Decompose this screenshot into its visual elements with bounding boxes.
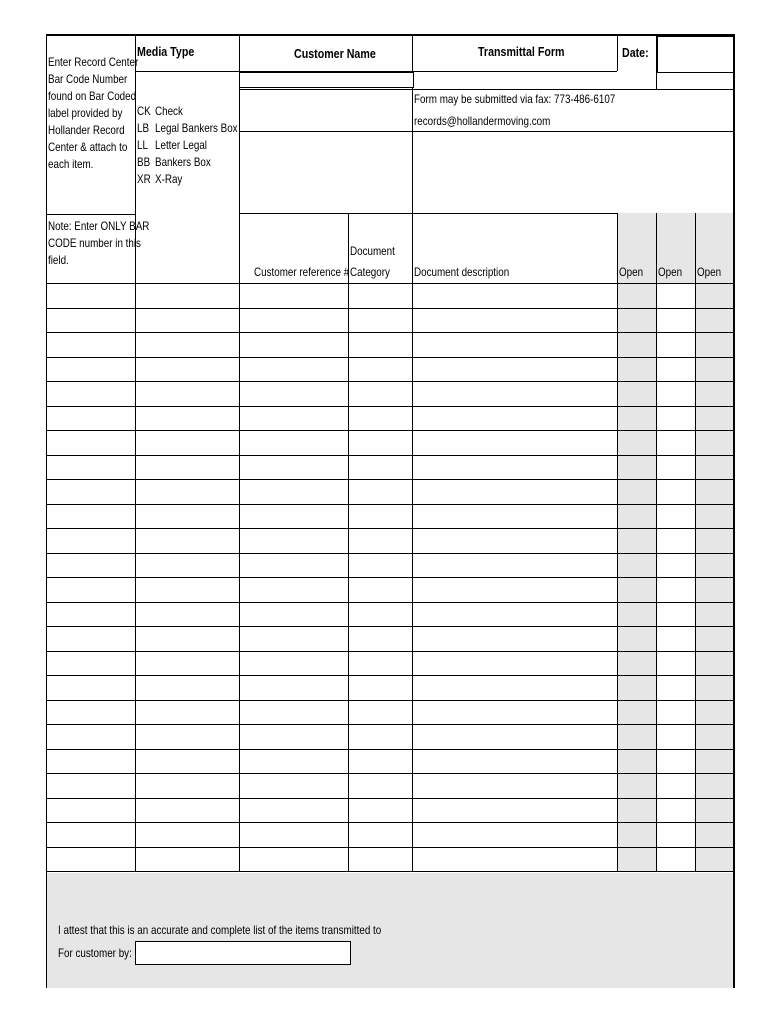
table-cell[interactable] (695, 332, 733, 357)
table-cell[interactable] (135, 724, 239, 749)
table-cell[interactable] (412, 847, 617, 872)
table-cell[interactable] (617, 504, 656, 529)
table-cell[interactable] (348, 700, 412, 725)
table-cell[interactable] (617, 455, 656, 480)
table-cell[interactable] (135, 798, 239, 823)
table-cell[interactable] (412, 406, 617, 431)
table-cell[interactable] (656, 308, 695, 333)
col-header-document-category: Category (350, 265, 390, 279)
table-cell[interactable] (695, 283, 733, 308)
table-cell[interactable] (46, 822, 135, 847)
table-cell[interactable] (695, 504, 733, 529)
table-cell[interactable] (46, 798, 135, 823)
table-cell[interactable] (46, 357, 135, 382)
col-header-document-category: Document (350, 244, 395, 258)
instructions-line: Bar Code Number (48, 72, 128, 86)
top-border (46, 34, 733, 36)
table-cell[interactable] (348, 798, 412, 823)
table-cell[interactable] (348, 651, 412, 676)
table-cell[interactable] (348, 283, 412, 308)
rule-line (412, 71, 617, 72)
rule-line (46, 214, 135, 215)
table-cell[interactable] (135, 553, 239, 578)
table-cell[interactable] (656, 577, 695, 602)
table-cell[interactable] (412, 626, 617, 651)
table-cell[interactable] (695, 577, 733, 602)
table-cell[interactable] (46, 504, 135, 529)
media-type-label: Letter Legal (155, 138, 207, 152)
table-cell[interactable] (135, 455, 239, 480)
instructions-line: Hollander Record (48, 123, 125, 137)
table-cell[interactable] (348, 308, 412, 333)
table-cell[interactable] (412, 724, 617, 749)
media-type-code: LL (137, 138, 148, 152)
table-cell[interactable] (239, 406, 348, 431)
instructions-line: each item. (48, 157, 94, 171)
table-cell[interactable] (239, 283, 348, 308)
table-cell[interactable] (656, 847, 695, 872)
table-cell[interactable] (135, 602, 239, 627)
right-border (733, 34, 735, 988)
table-cell[interactable] (239, 528, 348, 553)
email-line: records@hollandermoving.com (414, 114, 551, 128)
table-cell[interactable] (695, 626, 733, 651)
table-cell[interactable] (46, 283, 135, 308)
table-cell[interactable] (695, 528, 733, 553)
table-cell[interactable] (135, 406, 239, 431)
table-cell[interactable] (412, 308, 617, 333)
table-cell[interactable] (239, 773, 348, 798)
fax-line: Form may be submitted via fax: 773-486-6107 (414, 92, 616, 106)
table-cell[interactable] (695, 822, 733, 847)
col-divider (617, 36, 618, 71)
table-cell[interactable] (656, 283, 695, 308)
table-cell[interactable] (348, 626, 412, 651)
table-cell[interactable] (239, 577, 348, 602)
instructions-line: found on Bar Coded (48, 89, 137, 103)
table-cell[interactable] (412, 332, 617, 357)
table-cell[interactable] (46, 528, 135, 553)
table-cell[interactable] (412, 675, 617, 700)
table-cell[interactable] (656, 528, 695, 553)
table-cell[interactable] (46, 626, 135, 651)
table-cell[interactable] (239, 675, 348, 700)
table-cell[interactable] (135, 504, 239, 529)
rule-line (239, 213, 617, 214)
note-line: field. (48, 253, 69, 267)
table-cell[interactable] (617, 651, 656, 676)
for-customer-label: For customer by: (58, 946, 132, 960)
table-cell[interactable] (412, 553, 617, 578)
col-header-open-2: Open (658, 265, 683, 279)
table-cell[interactable] (412, 283, 617, 308)
table-cell[interactable] (617, 553, 656, 578)
table-cell[interactable] (656, 504, 695, 529)
table-cell[interactable] (412, 357, 617, 382)
instructions-line: Enter Record Center (48, 55, 139, 69)
col-header-open-1: Open (619, 265, 644, 279)
table-cell[interactable] (695, 724, 733, 749)
table-cell[interactable] (46, 332, 135, 357)
table-cell[interactable] (239, 651, 348, 676)
col-divider (695, 213, 696, 283)
table-cell[interactable] (412, 430, 617, 455)
table-cell[interactable] (135, 749, 239, 774)
media-type-code: XR (137, 172, 151, 186)
table-cell[interactable] (135, 332, 239, 357)
table-cell[interactable] (412, 822, 617, 847)
table-cell[interactable] (656, 724, 695, 749)
table-cell[interactable] (617, 528, 656, 553)
table-cell[interactable] (46, 651, 135, 676)
table-cell[interactable] (656, 381, 695, 406)
table-cell[interactable] (656, 749, 695, 774)
table-cell[interactable] (135, 528, 239, 553)
table-cell[interactable] (695, 749, 733, 774)
table-cell[interactable] (239, 724, 348, 749)
table-cell[interactable] (348, 430, 412, 455)
table-cell[interactable] (656, 773, 695, 798)
table-cell[interactable] (695, 430, 733, 455)
table-cell[interactable] (656, 602, 695, 627)
table-cell[interactable] (239, 455, 348, 480)
table-cell[interactable] (695, 553, 733, 578)
media-type-label: Bankers Box (155, 155, 211, 169)
table-cell[interactable] (412, 773, 617, 798)
table-cell[interactable] (656, 700, 695, 725)
table-cell[interactable] (695, 847, 733, 872)
table-cell[interactable] (239, 479, 348, 504)
table-cell[interactable] (695, 773, 733, 798)
media-type-label: Check (155, 104, 183, 118)
table-cell[interactable] (135, 479, 239, 504)
table-cell[interactable] (617, 357, 656, 382)
table-cell[interactable] (695, 602, 733, 627)
table-cell[interactable] (617, 626, 656, 651)
table-cell[interactable] (46, 406, 135, 431)
table-cell[interactable] (46, 553, 135, 578)
col-header-document-description: Document description (414, 265, 510, 279)
table-cell[interactable] (46, 430, 135, 455)
table-cell[interactable] (412, 798, 617, 823)
table-cell[interactable] (46, 381, 135, 406)
table-cell[interactable] (46, 577, 135, 602)
table-cell[interactable] (412, 381, 617, 406)
table-cell[interactable] (46, 700, 135, 725)
table-cell[interactable] (348, 528, 412, 553)
media-type-code: BB (137, 155, 151, 169)
table-cell[interactable] (239, 700, 348, 725)
table-cell[interactable] (617, 675, 656, 700)
table-cell[interactable] (656, 626, 695, 651)
table-cell[interactable] (617, 700, 656, 725)
table-cell[interactable] (617, 381, 656, 406)
table-cell[interactable] (46, 479, 135, 504)
table-cell[interactable] (695, 798, 733, 823)
table-cell[interactable] (135, 626, 239, 651)
table-cell[interactable] (239, 504, 348, 529)
table-cell[interactable] (656, 553, 695, 578)
table-cell[interactable] (695, 651, 733, 676)
table-cell[interactable] (412, 749, 617, 774)
table-cell[interactable] (135, 675, 239, 700)
table-cell[interactable] (135, 283, 239, 308)
table-cell[interactable] (656, 651, 695, 676)
table-cell[interactable] (239, 308, 348, 333)
table-cell[interactable] (135, 430, 239, 455)
table-cell[interactable] (46, 724, 135, 749)
table-cell[interactable] (617, 430, 656, 455)
table-cell[interactable] (239, 602, 348, 627)
table-cell[interactable] (617, 773, 656, 798)
table-cell[interactable] (656, 455, 695, 480)
table-cell[interactable] (239, 332, 348, 357)
table-cell[interactable] (348, 504, 412, 529)
table-cell[interactable] (46, 847, 135, 872)
table-cell[interactable] (239, 430, 348, 455)
table-cell[interactable] (135, 308, 239, 333)
table-cell[interactable] (348, 724, 412, 749)
table-cell[interactable] (617, 577, 656, 602)
table-cell[interactable] (348, 479, 412, 504)
table-cell[interactable] (239, 749, 348, 774)
table-cell[interactable] (695, 357, 733, 382)
table-cell[interactable] (135, 773, 239, 798)
table-cell[interactable] (46, 455, 135, 480)
table-cell[interactable] (617, 406, 656, 431)
note-line: Note: Enter ONLY BAR (48, 219, 150, 233)
table-cell[interactable] (348, 357, 412, 382)
table-cell[interactable] (695, 381, 733, 406)
table-cell[interactable] (412, 455, 617, 480)
table-cell[interactable] (135, 577, 239, 602)
table-cell[interactable] (656, 430, 695, 455)
media-type-code: CK (137, 104, 151, 118)
table-cell[interactable] (656, 357, 695, 382)
table-cell[interactable] (348, 822, 412, 847)
col-header-open-3: Open (697, 265, 722, 279)
table-cell[interactable] (348, 406, 412, 431)
table-cell[interactable] (135, 651, 239, 676)
attestation-text: I attest that this is an accurate and complete list of the items transmitted to (58, 923, 382, 937)
table-cell[interactable] (135, 847, 239, 872)
table-cell[interactable] (135, 357, 239, 382)
table-cell[interactable] (135, 822, 239, 847)
table-cell[interactable] (617, 602, 656, 627)
table-cell[interactable] (46, 773, 135, 798)
table-cell[interactable] (656, 406, 695, 431)
table-cell[interactable] (617, 847, 656, 872)
table-cell[interactable] (695, 479, 733, 504)
table-cell[interactable] (412, 700, 617, 725)
note-line: CODE number in this (48, 236, 141, 250)
date-field[interactable] (657, 36, 734, 73)
table-cell[interactable] (239, 626, 348, 651)
table-cell[interactable] (412, 528, 617, 553)
transmittal-form-title: Transmittal Form (478, 44, 565, 59)
media-type-label: X-Ray (155, 172, 183, 186)
table-cell[interactable] (656, 798, 695, 823)
table-cell[interactable] (348, 847, 412, 872)
table-cell[interactable] (412, 651, 617, 676)
table-cell[interactable] (348, 332, 412, 357)
table-cell[interactable] (239, 847, 348, 872)
table-cell[interactable] (695, 308, 733, 333)
for-customer-field[interactable] (135, 941, 351, 965)
customer-name-title: Customer Name (294, 46, 376, 61)
media-type-code: LB (137, 121, 150, 135)
table-cell[interactable] (239, 798, 348, 823)
table-cell[interactable] (617, 798, 656, 823)
col-divider (617, 213, 618, 283)
table-cell[interactable] (656, 332, 695, 357)
col-divider (656, 213, 657, 283)
table-cell[interactable] (348, 602, 412, 627)
table-cell[interactable] (348, 577, 412, 602)
instructions-line: label provided by (48, 106, 123, 120)
table-cell[interactable] (348, 773, 412, 798)
table-cell[interactable] (239, 822, 348, 847)
rule-line (239, 131, 733, 132)
table-cell[interactable] (46, 308, 135, 333)
table-cell[interactable] (695, 675, 733, 700)
table-cell[interactable] (695, 455, 733, 480)
table-cell[interactable] (239, 357, 348, 382)
table-cell[interactable] (348, 749, 412, 774)
table-cell[interactable] (617, 479, 656, 504)
table-cell[interactable] (135, 381, 239, 406)
table-cell[interactable] (656, 479, 695, 504)
table-cell[interactable] (46, 749, 135, 774)
media-type-title: Media Type (137, 44, 195, 59)
instructions-line: Center & attach to (48, 140, 128, 154)
table-cell[interactable] (239, 553, 348, 578)
table-cell[interactable] (617, 308, 656, 333)
table-cell[interactable] (412, 602, 617, 627)
table-cell[interactable] (412, 504, 617, 529)
table-cell[interactable] (412, 577, 617, 602)
table-cell[interactable] (135, 700, 239, 725)
table-cell[interactable] (617, 749, 656, 774)
table-cell[interactable] (348, 553, 412, 578)
table-cell[interactable] (239, 381, 348, 406)
table-cell[interactable] (348, 455, 412, 480)
table-cell[interactable] (695, 406, 733, 431)
media-type-label: Legal Bankers Box (155, 121, 238, 135)
table-cell[interactable] (656, 822, 695, 847)
date-label: Date: (622, 45, 649, 60)
customer-name-field[interactable] (239, 72, 414, 88)
table-cell[interactable] (46, 675, 135, 700)
table-cell[interactable] (412, 479, 617, 504)
table-row-line (46, 871, 733, 872)
table-cell[interactable] (617, 724, 656, 749)
table-cell[interactable] (348, 381, 412, 406)
table-cell[interactable] (46, 602, 135, 627)
table-cell[interactable] (617, 822, 656, 847)
table-cell[interactable] (617, 283, 656, 308)
rule-line (239, 89, 733, 90)
table-cell[interactable] (656, 675, 695, 700)
table-cell[interactable] (695, 700, 733, 725)
col-header-customer-reference: Customer reference # (254, 265, 350, 279)
table-cell[interactable] (348, 675, 412, 700)
table-cell[interactable] (617, 332, 656, 357)
